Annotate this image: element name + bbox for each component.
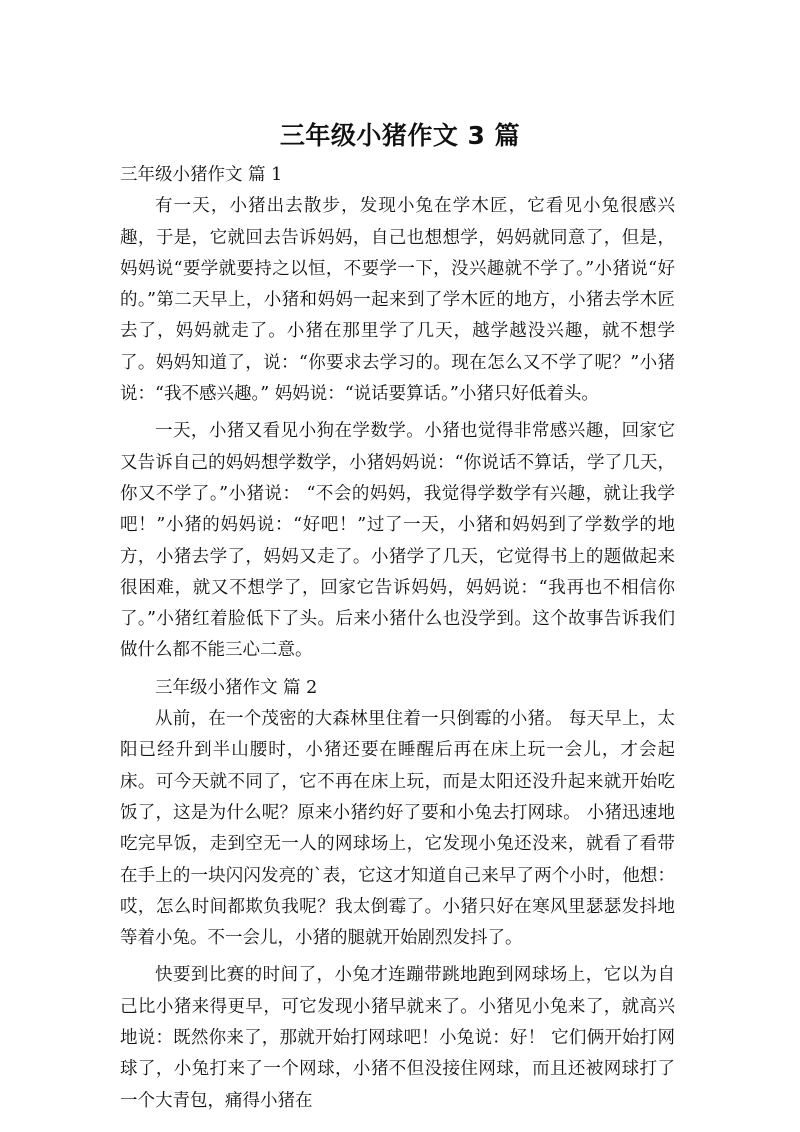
document-body xyxy=(120,160,675,1117)
section-2-paragraph: 快要到比赛的时间了，小兔才连蹦带跳地跑到网球场上，它以为自己比小猪来得更早，可它发现小猪早就来了。小猪见小兔来了，就高兴地说：既然你来了，那就开始打网球吧！小兔说：好！ 它们俩开始打网球了，小兔打来了一个网球，小猪不但没接住网球，而且还被网球打了一个大青包，痛得小猪在 xyxy=(120,965,675,1111)
section-2-heading: 三年级小猪作文 篇 2 xyxy=(155,677,318,698)
section-1-heading: 三年级小猪作文 篇 1 xyxy=(120,165,283,185)
section-2-paragraph: 从前，在一个茂密的大森林里住着一只倒霉的小猪。 每天早上，太阳已经升到半山腰时，小猪还要在睡醒后再在床上玩一会儿，才会起床。可今天就不同了，它不再在床上玩，而是太阳还没升起来就开始吃饭了，这是为什么呢？原来小猪约好了要和小兔去打网球。 小猪迅速地吃完早饭，走到空无一人的网球场上，它发现小兔还没来，就看了看带在手上的一块闪闪发亮的`表，它这才知道自己来早了两个小时，他想：哎，怎么时间都欺负我呢？我太倒霉了。小猪只好在寒风里瑟瑟发抖地等着小兔。不一会儿，小猪的腿就开始剧烈发抖了。 xyxy=(120,709,675,949)
document-title: 三年级小猪作文 3 篇 xyxy=(279,121,521,150)
section-1-paragraph: 一天，小猪又看见小狗在学数学。小猪也觉得非常感兴趣，回家它又告诉自己的妈妈想学数学，小猪妈妈说：“你说话不算话，学了几天，你又不学了。”小猪说： “不会的妈妈，我觉得学数学有兴趣，就让我学吧！”小猪的妈妈说：“好吧！”过了一天，小猪和妈妈到了学数学的地方，小猪去学了，妈妈又走了。小猪学了几天，它觉得书上的题做起来很困难，就又不想学了，回家它告诉妈妈，妈妈说：“我再也不相信你了。”小猪红着脸低下了头。后来小猪什么也没学到。这个故事告诉我们做什么都不能三心二意。 xyxy=(120,421,675,661)
section-1-paragraph: 有一天，小猪出去散步，发现小兔在学木匠，它看见小兔很感兴趣，于是，它就回去告诉妈妈，自己也想想学，妈妈就同意了，但是，妈妈说“要学就要持之以恒，不要学一下，没兴趣就不学了。”小猪说“好的。”第二天早上，小猪和妈妈一起来到了学木匠的地方，小猪去学木匠去了，妈妈就走了。小猪在那里学了几天，越学越没兴趣，就不想学了。妈妈知道了，说：“你要求去学习的。现在怎么又不学了呢？”小猪说：“我不感兴趣。” 妈妈说：“说话要算话。”小猪只好低着头。 xyxy=(120,196,675,405)
